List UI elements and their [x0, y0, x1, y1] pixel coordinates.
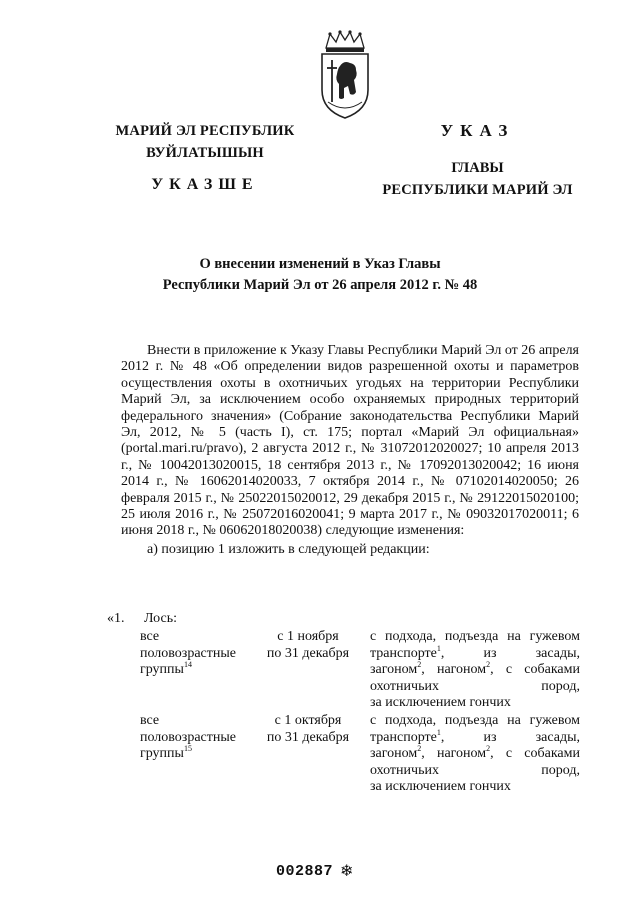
age-group-line: группы$^{14}$ — [140, 660, 192, 677]
period-cell — [262, 629, 354, 662]
age-group-cell — [140, 629, 252, 679]
table-row — [140, 713, 580, 797]
header-right-line2: РЕСПУБЛИКИ МАРИЙ ЭЛ — [382, 182, 573, 198]
age-group-cell — [140, 713, 252, 763]
footnote-ref: 2 — [417, 660, 422, 669]
age-group-line: половозрастные — [140, 729, 236, 745]
footnote-ref: 1 — [436, 727, 441, 737]
method-cell — [370, 629, 580, 712]
method-line: за исключением гончих — [370, 695, 511, 710]
table-row — [140, 629, 580, 713]
method-line: загоном$^2$, нагоном$^2$, с собаками — [370, 744, 580, 761]
age-group-line: все — [140, 629, 160, 644]
period-line: с 1 октября — [274, 713, 342, 728]
header-right-block — [360, 120, 595, 201]
footnote-ref: 2 — [486, 744, 491, 753]
header-left-line1: МАРИЙ ЭЛ РЕСПУБЛИК — [115, 123, 295, 139]
item-heading — [107, 611, 177, 627]
age-group-line: половозрастные — [140, 645, 236, 661]
method-line: за исключением гончих — [370, 779, 511, 794]
period-line: по 31 декабря — [266, 645, 350, 661]
age-group-line: все — [140, 713, 160, 728]
header-right-ukaz: УКАЗ — [440, 121, 515, 140]
method-line: загоном$^2$, нагоном$^2$, с собаками — [370, 660, 580, 677]
age-group-line: группы$^{15}$ — [140, 744, 192, 761]
item-number: «1. — [107, 611, 125, 626]
body-paragraph: Внести в приложение к Указу Главы Республики Марий Эл от 26 апреля 2012 г. № 48 «Об определении видов разрешенной охоты и параметров осуществления охоты в охотничьих угодьях на территории Республики Марий Эл, за исключением особо охраняемых природных территорий федерального значения» (Собрание законодательства Республики Марий Эл, 2012, № 5 (часть I), ст. 175; портал «Марий Эл официальная» (portal.mari.ru/pravo), 2 августа 2012 г., № 31072012020027; 10 апреля 2013 г., № 10042013020015, 18 сентября 2013 г., № 17092013020042; 16 июня 2014 г., № 16062014020033, 7 октября 2014 г., № 07102014020050; 26 февраля 2015 г., № 25022015020012, 29 декабря 2015 г., № 29122015020100; 25 июля 2016 г., № 25072016020041; 9 марта 2017 г., № 09032017020011; 6 июня 2018 г., № 06062018020038) следующие изменения: — [121, 343, 579, 539]
period-line: по 31 декабря — [266, 729, 350, 745]
decree-body — [121, 343, 579, 558]
method-line: охотничьих пород, — [370, 762, 580, 778]
period-cell — [262, 713, 354, 746]
header-left-block — [105, 120, 305, 196]
method-line: охотничьих пород, — [370, 678, 580, 694]
footnote-ref: 2 — [486, 660, 491, 669]
footnote-ref: 14 — [183, 660, 192, 669]
snowflake-icon: ❄ — [340, 863, 354, 880]
serial-number: 002887 — [276, 863, 334, 880]
header-left-line2: ВУЙЛАТЫШЫН — [146, 145, 264, 161]
header-left-ukaz: УКАЗШЕ — [151, 176, 259, 193]
decree-title-line1: О внесении изменений в Указ Главы — [199, 256, 441, 272]
decree-title-line2: Республики Марий Эл от 26 апреля 2012 г. № 48 — [162, 277, 478, 293]
footnote-ref: 2 — [417, 744, 422, 753]
method-line: с подхода, подъезда на гужевом — [370, 713, 580, 728]
method-cell — [370, 713, 580, 796]
method-line: с подхода, подъезда на гужевом — [370, 629, 580, 644]
header-right-line1: ГЛАВЫ — [451, 160, 504, 176]
coat-of-arms-emblem — [318, 30, 372, 120]
decree-title — [120, 254, 520, 296]
method-line: транспорте$^1$, из засады, — [370, 727, 580, 745]
method-line: транспорте$^1$, из засады, — [370, 643, 580, 661]
period-line: с 1 ноября — [277, 629, 339, 644]
species-table — [140, 629, 580, 797]
footnote-ref: 15 — [183, 744, 192, 753]
body-subitem: а) позицию 1 изложить в следующей редакции: — [147, 541, 430, 557]
item-name: Лось: — [144, 611, 177, 626]
footnote-ref: 1 — [436, 643, 441, 653]
